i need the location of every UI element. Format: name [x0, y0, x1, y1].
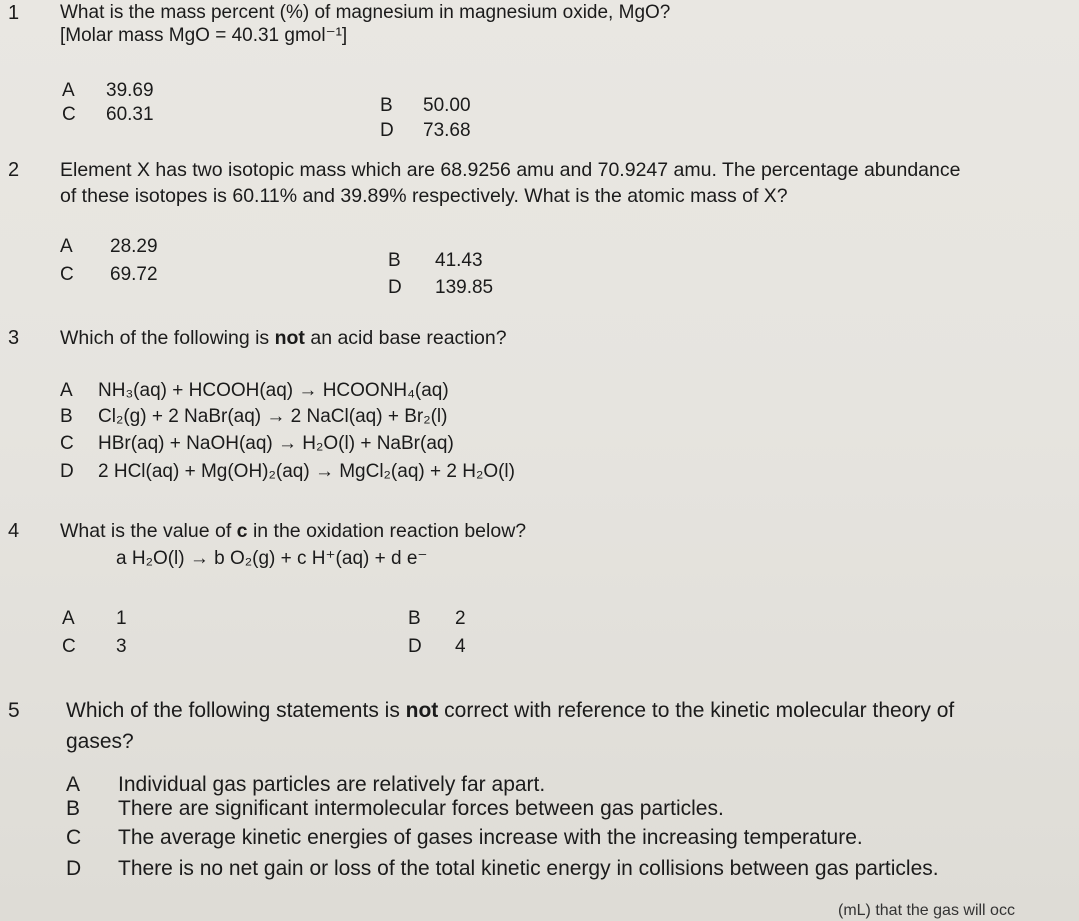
question-5-option-d: There is no net gain or loss of the total kinetic energy in collisions between gas particles.	[118, 857, 939, 880]
question-4-equation: a H₂O(l) → b O₂(g) + c H⁺(aq) + d e⁻	[116, 548, 428, 569]
question-2-option-b: 41.43	[435, 250, 483, 271]
question-2-number: 2	[8, 159, 20, 181]
question-3-option-a-letter: A	[60, 380, 73, 401]
question-4-option-b: 2	[455, 608, 466, 629]
question-4-option-c-letter: C	[62, 636, 76, 657]
question-3-option-a: NH₃(aq) + HCOOH(aq) → HCOONH₄(aq)	[98, 380, 449, 401]
question-3-text: Which of the following is not an acid base reaction?	[60, 327, 507, 349]
question-1-option-c-letter: C	[62, 104, 76, 125]
question-2-text-line-1: Element X has two isotopic mass which are 68.9256 amu and 70.9247 amu. The percentage abundance	[60, 159, 961, 181]
question-1-molar-mass: [Molar mass MgO = 40.31 gmol⁻¹]	[60, 25, 348, 46]
question-4-option-d-letter: D	[408, 636, 422, 657]
question-5-text-line-2: gases?	[66, 730, 134, 753]
question-3-option-c: HBr(aq) + NaOH(aq) → H₂O(l) + NaBr(aq)	[98, 433, 454, 454]
question-5-option-c-letter: C	[66, 826, 82, 849]
question-4-option-a: 1	[116, 608, 127, 629]
question-2-option-d-letter: D	[388, 277, 402, 298]
question-1-option-d: 73.68	[423, 120, 471, 141]
question-2-option-c-letter: C	[60, 264, 74, 285]
question-1-number: 1	[8, 2, 20, 24]
question-1-option-a-letter: A	[62, 80, 75, 101]
question-3-option-b-letter: B	[60, 406, 73, 427]
question-2-option-a: 28.29	[110, 236, 158, 257]
question-5-option-a-letter: A	[66, 773, 81, 796]
question-2-option-a-letter: A	[60, 236, 73, 257]
question-2-option-c: 69.72	[110, 264, 158, 285]
question-3-option-b: Cl₂(g) + 2 NaBr(aq) → 2 NaCl(aq) + Br₂(l)	[98, 406, 448, 427]
question-4-option-c: 3	[116, 636, 127, 657]
question-5-option-b-letter: B	[66, 797, 81, 820]
question-1-text: What is the mass percent (%) of magnesium in magnesium oxide, MgO?	[60, 2, 671, 23]
question-2-option-b-letter: B	[388, 250, 401, 271]
question-2-text-line-2: of these isotopes is 60.11% and 39.89% respectively. What is the atomic mass of X?	[60, 185, 788, 207]
question-4-option-d: 4	[455, 636, 466, 657]
question-4-number: 4	[8, 520, 20, 542]
question-3-option-c-letter: C	[60, 433, 74, 454]
question-5-option-a: Individual gas particles are relatively far apart.	[118, 773, 546, 796]
question-5-option-c: The average kinetic energies of gases increase with the increasing temperature.	[118, 826, 863, 849]
question-4-text: What is the value of c in the oxidation reaction below?	[60, 520, 527, 542]
question-1-option-c: 60.31	[106, 104, 154, 125]
question-2-option-d: 139.85	[435, 277, 494, 298]
question-4-option-a-letter: A	[62, 608, 75, 629]
question-5-option-b: There are significant intermolecular forces between gas particles.	[118, 797, 724, 820]
question-3-option-d: 2 HCl(aq) + Mg(OH)₂(aq) → MgCl₂(aq) + 2 H₂O(l)	[98, 461, 515, 482]
question-3-number: 3	[8, 327, 20, 349]
next-page-text-fragment: (mL) that the gas will occ	[838, 902, 1015, 919]
question-1-option-d-letter: D	[380, 120, 394, 141]
question-1-option-a: 39.69	[106, 80, 154, 101]
question-5-text-line-1: Which of the following statements is not correct with reference to the kinetic molecular theory of	[66, 699, 955, 722]
question-3-option-d-letter: D	[60, 461, 74, 482]
question-1-option-b-letter: B	[380, 95, 393, 116]
question-5-number: 5	[8, 699, 20, 722]
question-5-option-d-letter: D	[66, 857, 82, 880]
question-1-option-b: 50.00	[423, 95, 471, 116]
question-4-option-b-letter: B	[408, 608, 421, 629]
